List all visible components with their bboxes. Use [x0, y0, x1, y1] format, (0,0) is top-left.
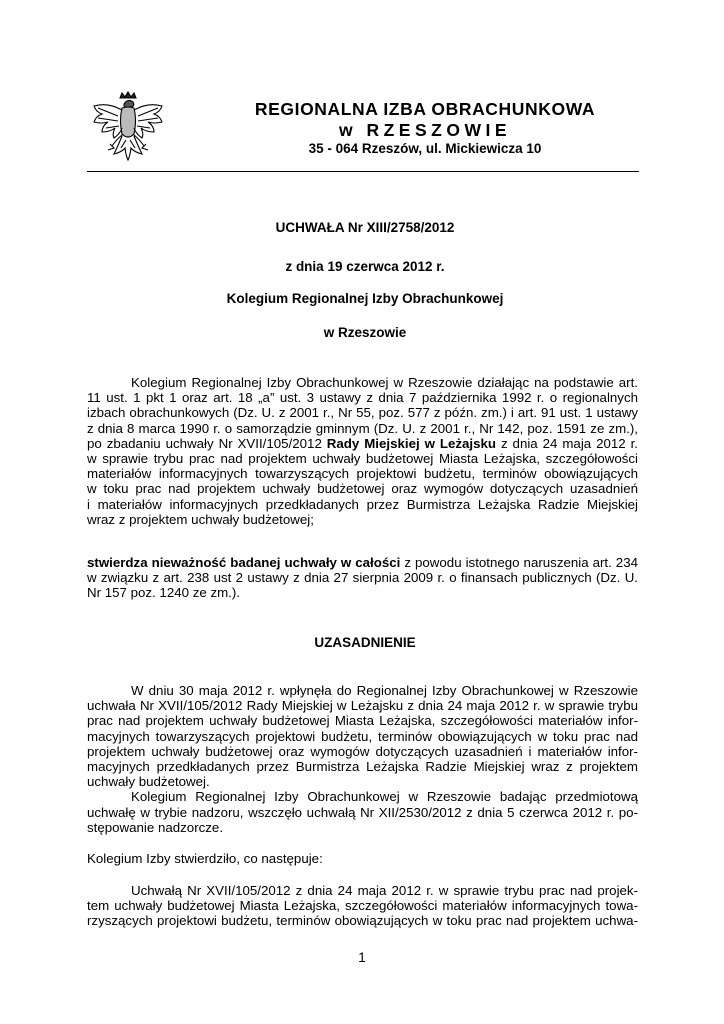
text-line: 11 ust. 1 pkt 1 oraz art. 18 „a” ust. 3 ustawy z dnia 7 października 1992 r. o regionalnych [87, 390, 638, 406]
council-name: Rady Miejskiej w Leżajsku [326, 435, 497, 451]
text-line: rzyszących projektowi budżetu, terminów obowiązujących w toku prac nad projektem uchwa- [87, 913, 638, 929]
intro-paragraph [87, 375, 638, 527]
text-line: i materiałów informacyjnych przedkładanych przez Burmistrza Leżajska Radzie Miejskiej [87, 496, 638, 512]
decision-statement: stwierdza nieważność badanej uchwały w całości [87, 555, 401, 570]
text-line: Kolegium Izby stwierdziło, co następuje: [87, 851, 323, 866]
text-line: uchwały budżetowej. [87, 774, 210, 790]
header-divider [87, 171, 639, 172]
text-line: uchwała Nr XVII/105/2012 Rady Miejskiej w Leżajsku z dnia 24 maja 2012 r. w sprawie trybu [87, 698, 638, 714]
findings-intro [87, 851, 638, 866]
text-line: w sprawie trybu prac nad projektem uchwały budżetowej Miasta Leżajska, szczegółowości [87, 451, 638, 467]
text-line: W dniu 30 maja 2012 r. wpłynęła do Regionalnej Izby Obrachunkowej w Rzeszowie [131, 683, 638, 698]
text-line: stwierdza nieważność badanej uchwały w całości z powodu istotnego naruszenia art. 234 [87, 555, 638, 570]
text-line: izbach obrachunkowych (Dz. U. z 2001 r., Nr 55, poz. 577 z późn. zm.) i art. 91 ust. 1 ustawy [87, 405, 638, 421]
text-line: Kolegium Regionalnej Izby Obrachunkowej w Rzeszowie badając przedmiotową [131, 789, 638, 805]
text-line: z dnia 8 marca 1990 r. o samorządzie gminnym (Dz. U. z 2001 r., Nr 142, poz. 1591 ze zm.), [87, 420, 638, 436]
decision-paragraph [87, 555, 638, 601]
text-line: w toku prac nad projektem uchwały budżetowej oraz wymogów dotyczących uzasadnień [87, 481, 638, 497]
justification-heading: UZASADNIENIE [314, 635, 416, 650]
text-line: macyjnych towarzyszących projektowi budżetu, terminów obowiązujących w toku prac nad [87, 728, 638, 744]
text-line: projektem uchwały budżetowej oraz wymogów dotyczących uzasadnień i materiałów infor- [87, 743, 638, 759]
text-line: materiałów informacyjnych towarzyszących projektowi budżetu, terminów obowiązujących [87, 466, 638, 482]
justification-paragraph-1 [87, 683, 638, 835]
resolution-date: z dnia 19 czerwca 2012 r. [285, 259, 445, 274]
text-line: stępowanie nadzorcze. [87, 819, 224, 835]
text-line: w związku z art. 238 ust 2 ustawy z dnia 27 sierpnia 2009 r. o finansach publicznych (Dz. U. [87, 570, 638, 586]
page-number: 1 [358, 950, 366, 965]
resolution-place: w Rzeszowie [323, 325, 407, 340]
text-line: macyjnych przedkładanych przez Burmistrza Leżajska Radzie Miejskiej wraz z projektem [87, 759, 638, 775]
eagle-emblem-icon [88, 90, 168, 168]
text-line: prac nad projektem uchwały budżetowej Miasta Leżajska, szczegółowości materiałów infor- [87, 713, 638, 729]
text-line: uchwałę w trybie nadzoru, wszczęło uchwałą Nr XII/2530/2012 z dnia 5 czerwca 2012 r. po- [87, 804, 638, 820]
text-line: po zbadaniu uchwały Nr XVII/105/2012 Rady Miejskiej w Leżajsku z dnia 24 maja 2012 r. [87, 435, 638, 451]
text-line: Nr 157 poz. 1240 ze zm.). [87, 585, 240, 601]
resolution-body: Kolegium Regionalnej Izby Obrachunkowej [226, 291, 504, 306]
institution-city: w RZESZOWIE [339, 120, 511, 140]
text-line: tem uchwały budżetowej Miasta Leżajska, szczegółowości materiałów informacyjnych towa- [87, 898, 638, 914]
text-line: wraz z projektem uchwały budżetowej; [87, 511, 314, 527]
justification-paragraph-4 [87, 883, 638, 929]
text-line: Uchwałą Nr XVII/105/2012 z dnia 24 maja 2012 r. w sprawie trybu prac nad projek- [131, 883, 638, 898]
text-line: Kolegium Regionalnej Izby Obrachunkowej w Rzeszowie działając na podstawie art. [131, 375, 638, 390]
resolution-number: UCHWAŁA Nr XIII/2758/2012 [275, 220, 455, 235]
institution-address: 35 - 064 Rzeszów, ul. Mickiewicza 10 [308, 141, 542, 156]
institution-name: REGIONALNA IZBA OBRACHUNKOWA [254, 99, 596, 119]
